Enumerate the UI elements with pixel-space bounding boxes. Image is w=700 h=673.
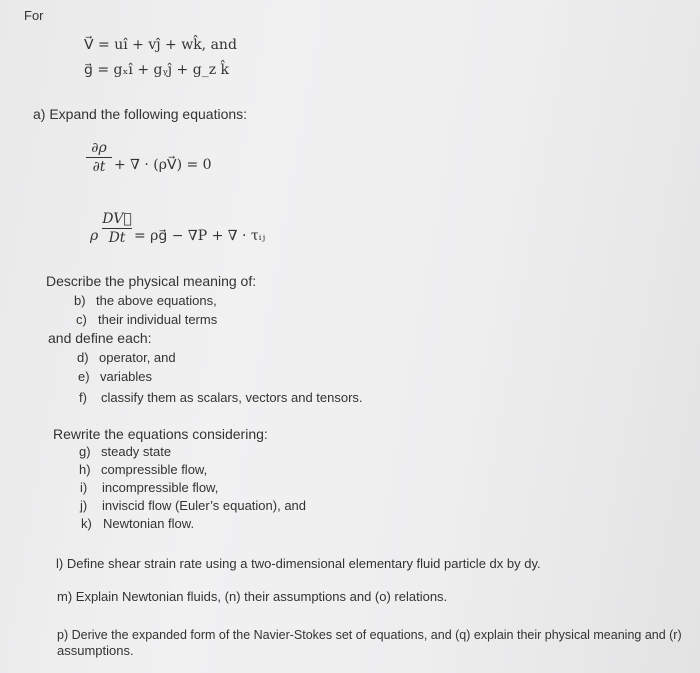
item-text: the above equations,	[96, 293, 217, 308]
momentum-numerator: DV⃗	[102, 211, 132, 227]
list-item-k	[81, 516, 194, 532]
list-item-e	[78, 369, 152, 385]
question-l: l) Define shear strain rate using a two-dimensional elementary fluid particle dx by dy.	[56, 556, 541, 571]
item-label: e)	[78, 369, 90, 384]
gravity-equation: g⃗ = gₓî + gᵧĵ + g_z k̂	[84, 62, 229, 78]
item-label: g)	[79, 444, 91, 459]
item-text: compressible flow,	[101, 462, 208, 477]
part-a-heading: a) Expand the following equations:	[33, 106, 248, 122]
item-text: inviscid flow (Euler’s equation), and	[102, 498, 307, 513]
item-text: Newtonian flow.	[103, 516, 195, 531]
item-label: b)	[74, 293, 86, 308]
item-text: variables	[100, 369, 153, 384]
describe-heading: Describe the physical meaning of:	[46, 273, 257, 289]
item-label: i)	[80, 480, 88, 495]
item-text: incompressible flow,	[102, 480, 219, 495]
momentum-fraction	[102, 211, 132, 246]
item-text: their individual terms	[98, 312, 218, 327]
item-text: steady state	[101, 444, 172, 459]
continuity-fraction	[86, 140, 112, 175]
list-item-g	[79, 444, 171, 460]
list-item-c	[76, 312, 217, 328]
velocity-equation: V⃗ = uî + vĵ + wk̂, and	[84, 37, 237, 53]
rewrite-heading: Rewrite the equations considering:	[53, 426, 268, 442]
item-label: d)	[77, 350, 89, 365]
list-item-j	[80, 498, 306, 514]
question-m: m) Explain Newtonian fluids, (n) their assumptions and (o) relations.	[57, 589, 448, 604]
item-label: h)	[79, 462, 91, 477]
for-label: For	[24, 8, 44, 23]
item-label: k)	[81, 516, 92, 531]
momentum-lhs-density: ρ	[90, 228, 99, 244]
item-text: classify them as scalars, vectors and tensors.	[101, 390, 363, 405]
momentum-denominator: Dt	[108, 230, 126, 246]
item-label: c)	[76, 312, 87, 327]
list-item-i	[80, 480, 218, 496]
list-item-d	[77, 350, 176, 366]
question-p-line1: p) Derive the expanded form of the Navier-Stokes set of equations, and (q) explain their physical meaning and (r)	[57, 628, 682, 642]
list-item-h	[79, 462, 207, 478]
fraction-bar	[86, 157, 112, 158]
question-p-line2: assumptions.	[57, 643, 134, 658]
continuity-equation-rest: + ∇ · (ρV⃗) = 0	[114, 157, 212, 173]
list-item-f	[79, 390, 363, 406]
momentum-equation-rest: = ρg⃗ − ∇P + ∇ · τᵢⱼ	[134, 228, 266, 244]
fraction-bar	[102, 228, 132, 229]
item-label: f)	[79, 390, 87, 405]
item-text: operator, and	[99, 350, 176, 365]
continuity-numerator: ∂ρ	[91, 140, 107, 156]
define-heading: and define each:	[48, 330, 152, 346]
continuity-denominator: ∂t	[92, 159, 106, 175]
item-label: j)	[80, 498, 88, 513]
list-item-b	[74, 293, 217, 309]
